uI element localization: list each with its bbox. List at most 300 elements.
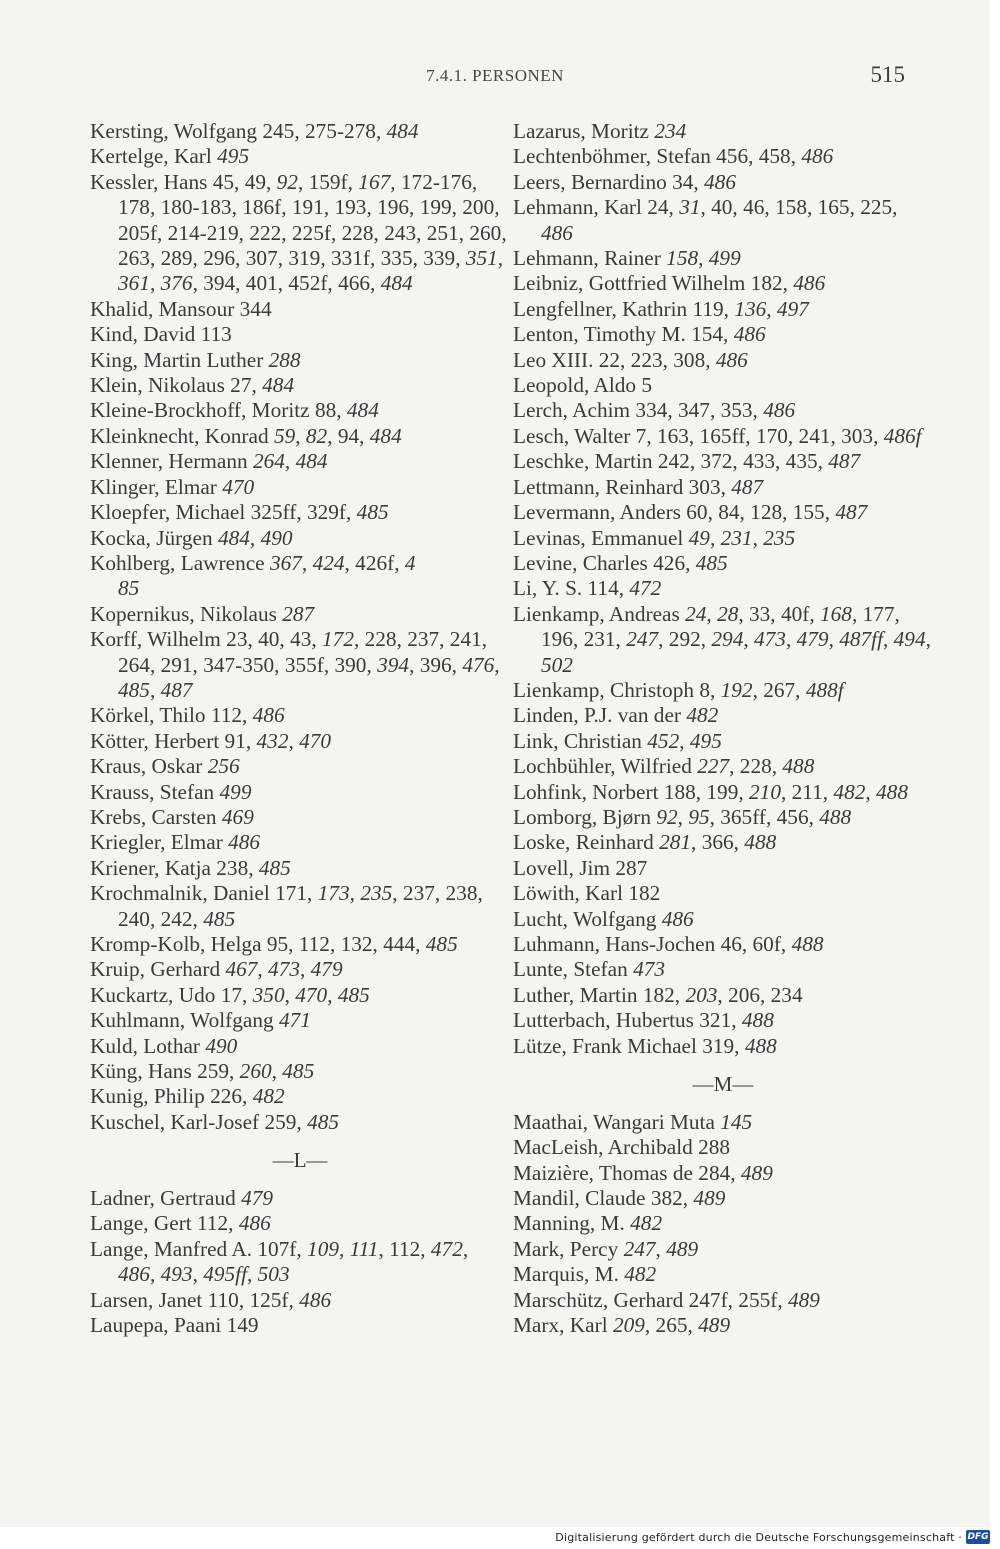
entry-text: , <box>743 627 754 652</box>
italic-page-ref: 209 <box>612 1313 645 1338</box>
entry-text: Kunig, Philip 226, <box>90 1084 253 1109</box>
entry-text: Linden, P.J. van der <box>513 703 687 728</box>
entry-text: , <box>284 449 296 474</box>
index-entry <box>90 449 510 474</box>
entry-text: , 426f, <box>344 550 405 575</box>
entry-text: , <box>752 525 764 550</box>
italic-page-ref: 495 <box>689 728 722 753</box>
entry-text: , <box>698 246 709 271</box>
italic-page-ref: 482 <box>252 1084 285 1109</box>
italic-page-ref: 472 <box>629 576 662 601</box>
index-entry <box>90 297 510 322</box>
italic-page-ref: 495ff <box>203 1262 247 1287</box>
italic-page-ref: 158 <box>666 246 699 271</box>
italic-page-ref: 487 <box>731 474 764 499</box>
index-entry <box>90 754 510 779</box>
entry-text: , <box>149 271 161 296</box>
index-entry <box>90 729 510 754</box>
index-entry <box>513 602 933 678</box>
entry-text: Mandil, Claude 382, <box>513 1186 694 1211</box>
italic-page-ref: 479 <box>241 1186 274 1211</box>
italic-page-ref: 452 <box>647 728 680 753</box>
italic-page-ref: 473 <box>633 957 666 982</box>
italic-page-ref: 28 <box>717 601 739 626</box>
index-entry <box>513 881 933 906</box>
entry-text: Li, Y. S. 114, <box>513 576 630 601</box>
index-entry <box>90 475 510 500</box>
digitization-footer <box>0 1527 1000 1549</box>
entry-text: Kloepfer, Michael 325ff, 329f, <box>90 500 357 525</box>
index-entry <box>90 1110 510 1135</box>
entry-text: Leschke, Martin 242, 372, 433, 435, <box>513 449 829 474</box>
entry-text: Lerch, Achim 334, 347, 353, <box>513 398 764 423</box>
italic-page-ref: 472 <box>430 1236 463 1261</box>
entry-text: , <box>677 804 689 829</box>
entry-text: Korff, Wilhelm 23, 40, 43, <box>90 627 323 652</box>
index-entry <box>513 500 933 525</box>
entry-text: Marx, Karl <box>513 1313 613 1338</box>
entry-text: Marschütz, Gerhard 247f, 255f, <box>513 1287 788 1312</box>
index-entry <box>513 983 933 1008</box>
entry-text: , <box>301 550 313 575</box>
italic-page-ref: 85 <box>118 576 140 601</box>
italic-page-ref: 486 <box>661 906 694 931</box>
italic-page-ref: 484 <box>386 119 419 143</box>
entry-text: Krochmalnik, Daniel 171, <box>90 881 318 906</box>
entry-text: , 265, <box>644 1313 699 1338</box>
entry-text: , <box>785 627 797 652</box>
italic-page-ref: 493 <box>160 1262 193 1287</box>
entry-text: , <box>247 1262 258 1287</box>
italic-page-ref: 488f <box>805 677 844 702</box>
index-entry <box>513 729 933 754</box>
entry-text: , <box>192 1262 204 1287</box>
index-entry <box>513 576 933 601</box>
entry-text: , 94, <box>327 423 370 448</box>
entry-text: Klenner, Hermann <box>90 449 253 474</box>
entry-text: Leopold, Aldo 5 <box>513 373 653 398</box>
index-entry <box>90 1288 510 1313</box>
italic-page-ref: 485 <box>695 550 728 575</box>
italic-page-ref: 485 <box>203 906 236 931</box>
running-title: 7.4.1. PERSONEN <box>426 66 564 85</box>
index-entry <box>90 373 510 398</box>
entry-text: Kopernikus, Nikolaus <box>90 601 283 626</box>
entry-text: Lettmann, Reinhard 303, <box>513 474 732 499</box>
index-entry <box>90 856 510 881</box>
italic-page-ref: 486 <box>704 169 736 194</box>
italic-page-ref: 256 <box>207 754 240 779</box>
entry-text: , 159f, <box>297 169 359 194</box>
index-entry <box>513 1161 933 1186</box>
entry-text: Kuhlmann, Wolfgang <box>90 1008 279 1033</box>
index-entry <box>90 424 510 449</box>
index-entry <box>90 1313 510 1338</box>
entry-text: , <box>709 525 721 550</box>
entry-text: Manning, M. <box>513 1211 631 1236</box>
entry-text: , <box>706 601 718 626</box>
index-entry <box>513 424 933 449</box>
entry-text: , 112, <box>378 1236 431 1261</box>
italic-page-ref: 486 <box>118 1262 150 1287</box>
italic-page-ref: 490 <box>260 525 293 550</box>
italic-page-ref: 482 <box>833 779 866 804</box>
italic-page-ref: 485 <box>337 982 370 1007</box>
italic-page-ref: 432 <box>256 728 289 753</box>
italic-page-ref: 489 <box>788 1287 820 1312</box>
entry-text: Link, Christian <box>513 728 648 753</box>
entry-text: , 366, <box>691 830 745 855</box>
entry-text: Kessler, Hans 45, 49, <box>90 169 277 194</box>
entry-text: Kleinknecht, Konrad <box>90 423 274 448</box>
entry-text: Krauss, Stefan <box>90 779 220 804</box>
entry-text: , <box>925 627 931 652</box>
italic-page-ref: 367 <box>269 550 302 575</box>
entry-text: , 394, 401, 452f, 466, <box>192 271 381 296</box>
index-entry <box>513 805 933 830</box>
entry-text: Kraus, Oskar <box>90 754 208 779</box>
index-entry <box>90 526 510 551</box>
italic-page-ref: 167 <box>358 169 391 194</box>
entry-text: , <box>766 296 777 321</box>
italic-page-ref: 489 <box>693 1186 726 1211</box>
italic-page-ref: 486 <box>715 347 748 372</box>
entry-text: Küng, Hans 259, <box>90 1059 240 1084</box>
footer-text: Digitalisierung gefördert durch die Deutsche Forschungsgemeinschaft · <box>555 1531 962 1544</box>
italic-page-ref: 489 <box>740 1160 773 1185</box>
entry-text: Körkel, Thilo 112, <box>90 703 253 728</box>
index-entry <box>513 830 933 855</box>
index-entry <box>90 398 510 423</box>
entry-text: Khalid, Mansour 344 <box>90 296 272 321</box>
entry-text: , 177, 196, 231, <box>541 601 900 652</box>
italic-page-ref: 350 <box>252 982 285 1007</box>
entry-text: , <box>494 652 500 677</box>
index-section-header: —M— <box>692 1072 754 1097</box>
italic-page-ref: 486 <box>733 322 766 347</box>
entry-text: Lohfink, Norbert 188, 199, <box>513 779 750 804</box>
index-entry <box>90 1186 510 1211</box>
italic-page-ref: 490 <box>205 1033 238 1058</box>
italic-page-ref: 485 <box>118 677 150 702</box>
italic-page-ref: 111 <box>349 1236 379 1261</box>
page-number: 515 <box>870 62 905 87</box>
running-header <box>0 62 990 92</box>
entry-text: Kriegler, Elmar <box>90 830 229 855</box>
entry-text: Kruip, Gerhard <box>90 957 226 982</box>
italic-page-ref: 486f <box>883 423 922 448</box>
italic-page-ref: 471 <box>278 1008 311 1033</box>
entry-text: , <box>497 246 504 271</box>
italic-page-ref: 476 <box>462 652 495 677</box>
entry-text: Leo XIII. 22, 223, 308, <box>513 347 716 372</box>
entry-text: Loske, Reinhard <box>513 830 660 855</box>
entry-text: Kocka, Jürgen <box>90 525 218 550</box>
italic-page-ref: 136 <box>734 296 767 321</box>
italic-page-ref: 281 <box>659 830 692 855</box>
entry-text: Lochbühler, Wilfried <box>513 754 698 779</box>
entry-text: Maathai, Wangari Muta <box>513 1109 721 1134</box>
index-entry <box>513 144 933 169</box>
italic-page-ref: 485 <box>258 855 291 880</box>
index-entry <box>513 1211 933 1236</box>
entry-text: , 33, 40f, <box>738 601 820 626</box>
entry-text: King, Martin Luther <box>90 347 269 372</box>
italic-page-ref: 486 <box>541 220 573 245</box>
italic-page-ref: 92 <box>656 804 678 829</box>
italic-page-ref: 489 <box>666 1236 699 1261</box>
entry-text: , 228, 237, 241, 264, 291, 347-350, 355f, 390, <box>118 627 488 677</box>
entry-text: Klinger, Elmar <box>90 474 223 499</box>
index-entry <box>90 144 510 169</box>
entry-text: Larsen, Janet 110, 125f, <box>90 1287 300 1312</box>
entry-text: Krebs, Carsten <box>90 804 222 829</box>
entry-text: , 172-176, 178, 180-183, 186f, 191, 193, 196, 199, 200, 205f, 214-219, 222, 225f, 228, 243, 251, 260, 263, 289, 296, 307, 319, 331f, 335, 339, <box>118 169 507 271</box>
entry-text: Lehmann, Rainer <box>513 246 667 271</box>
italic-page-ref: 203 <box>685 982 718 1007</box>
index-entry <box>513 398 933 423</box>
index-entry <box>513 475 933 500</box>
italic-page-ref: 473 <box>268 957 300 982</box>
entry-text: , <box>828 627 840 652</box>
index-entry <box>513 678 933 703</box>
italic-page-ref: 484 <box>380 271 413 296</box>
italic-page-ref: 4 <box>404 550 416 575</box>
entry-text: Laupepa, Paani 149 <box>90 1313 259 1338</box>
entry-text: Kötter, Herbert 91, <box>90 728 257 753</box>
italic-page-ref: 351 <box>465 246 498 271</box>
index-entry <box>90 500 510 525</box>
italic-page-ref: 485 <box>425 932 458 956</box>
italic-page-ref: 488 <box>876 779 908 804</box>
entry-text: , <box>349 881 361 906</box>
index-entry <box>513 754 933 779</box>
entry-text: , 211, <box>780 779 834 804</box>
entry-text: Leibniz, Gottfried Wilhelm 182, <box>513 271 794 296</box>
index-entry <box>513 119 933 144</box>
italic-page-ref: 488 <box>741 1008 774 1033</box>
index-entry <box>90 348 510 373</box>
entry-text: Lesch, Walter 7, 163, 165ff, 170, 241, 303, <box>513 423 884 448</box>
entry-text: Lienkamp, Christoph 8, <box>513 677 721 702</box>
entry-text: , <box>655 1236 667 1261</box>
index-entry <box>90 627 510 703</box>
entry-text: Luhmann, Hans-Jochen 46, 60f, <box>513 932 792 956</box>
entry-text: Kriener, Katja 238, <box>90 855 259 880</box>
entry-text: , <box>295 423 306 448</box>
entry-text: Lovell, Jim 287 <box>513 855 648 880</box>
index-entry <box>513 1237 933 1262</box>
italic-page-ref: 59 <box>273 423 296 448</box>
italic-page-ref: 499 <box>708 246 741 271</box>
entry-text: , 292, <box>658 627 712 652</box>
italic-page-ref: 488 <box>744 830 777 855</box>
entry-text: Lütze, Frank Michael 319, <box>513 1033 745 1058</box>
italic-page-ref: 247 <box>626 627 659 652</box>
entry-text: Löwith, Karl 182 <box>513 881 661 906</box>
italic-page-ref: 145 <box>720 1109 753 1134</box>
entry-text: , <box>865 779 877 804</box>
index-entry <box>90 170 510 297</box>
index-entry <box>90 119 510 144</box>
index-entry <box>90 881 510 932</box>
italic-page-ref: 484 <box>262 373 295 398</box>
index-entry <box>513 1186 933 1211</box>
italic-page-ref: 24 <box>685 601 707 626</box>
index-entry <box>90 957 510 982</box>
index-entry <box>513 1288 933 1313</box>
entry-text: , 396, <box>409 652 463 677</box>
entry-text: , <box>249 525 261 550</box>
entry-text: Leers, Bernardino 34, <box>513 169 705 194</box>
entry-text: , <box>257 957 269 982</box>
italic-page-ref: 469 <box>221 804 254 829</box>
entry-text: Lenton, Timothy M. 154, <box>513 322 734 347</box>
entry-text: , <box>327 982 338 1007</box>
italic-page-ref: 488 <box>791 932 824 956</box>
entry-text: Lienkamp, Andreas <box>513 601 686 626</box>
entry-text: , <box>149 1262 161 1287</box>
italic-page-ref: 485 <box>282 1059 315 1084</box>
italic-page-ref: 485 <box>307 1109 340 1134</box>
entry-text: Lutterbach, Hubertus 321, <box>513 1008 742 1033</box>
entry-text: Kohlberg, Lawrence <box>90 550 270 575</box>
index-entry <box>513 373 933 398</box>
italic-page-ref: 294 <box>711 627 744 652</box>
entry-text: , <box>339 1236 350 1261</box>
dfg-logo: DFG <box>967 1532 989 1542</box>
index-entry <box>513 1313 933 1338</box>
index-entry <box>513 322 933 347</box>
index-entry <box>513 856 933 881</box>
entry-text: Lomborg, Bjørn <box>513 804 657 829</box>
italic-page-ref: 394 <box>377 652 410 677</box>
italic-page-ref: 173 <box>317 881 350 906</box>
entry-text: , <box>300 957 311 982</box>
index-entry <box>513 551 933 576</box>
italic-page-ref: 487 <box>835 500 868 525</box>
italic-page-ref: 488 <box>744 1033 777 1058</box>
index-entry <box>90 1084 510 1109</box>
entry-text: , <box>284 982 296 1007</box>
italic-page-ref: 486 <box>763 398 796 423</box>
italic-page-ref: 376 <box>160 271 193 296</box>
entry-text: Levinas, Emmanuel <box>513 525 689 550</box>
entry-text: Lange, Manfred A. 107f, <box>90 1236 308 1261</box>
italic-page-ref: 479 <box>796 627 829 652</box>
entry-text: Klein, Nikolaus 27, <box>90 373 263 398</box>
entry-text: Kromp-Kolb, Helga 95, 112, 132, 444, <box>90 932 426 956</box>
italic-page-ref: 486 <box>793 271 826 296</box>
index-entry <box>513 348 933 373</box>
index-entry <box>90 830 510 855</box>
entry-text: Lunte, Stefan <box>513 957 634 982</box>
italic-page-ref: 486 <box>252 703 285 728</box>
index-entry <box>513 170 933 195</box>
italic-page-ref: 227 <box>697 754 730 779</box>
italic-page-ref: 499 <box>219 779 252 804</box>
index-column-left <box>90 119 510 1338</box>
index-entry <box>90 703 510 728</box>
entry-text: Lucht, Wolfgang <box>513 906 662 931</box>
entry-text: , 40, 46, 158, 165, 225, <box>700 195 898 220</box>
italic-page-ref: 486 <box>299 1287 332 1312</box>
index-entry <box>513 526 933 551</box>
italic-page-ref: 95 <box>688 804 710 829</box>
index-entry <box>513 780 933 805</box>
index-entry <box>90 1237 510 1288</box>
index-entry <box>90 602 510 627</box>
italic-page-ref: 82 <box>305 423 328 448</box>
italic-page-ref: 424 <box>312 550 345 575</box>
index-entry <box>513 703 933 728</box>
index-entry <box>90 1034 510 1059</box>
italic-page-ref: 210 <box>749 779 781 804</box>
entry-text: Kind, David 113 <box>90 322 232 347</box>
index-entry <box>513 449 933 474</box>
entry-text: , 365ff, 456, <box>709 804 820 829</box>
italic-page-ref: 482 <box>630 1211 663 1236</box>
italic-page-ref: 482 <box>624 1262 657 1287</box>
index-section-header: —L— <box>272 1148 328 1173</box>
entry-text: Maizière, Thomas de 284, <box>513 1160 741 1185</box>
index-entry <box>513 1008 933 1033</box>
index-entry <box>90 1059 510 1084</box>
italic-page-ref: 49 <box>688 525 710 550</box>
italic-page-ref: 479 <box>310 957 343 982</box>
entry-text: Kuld, Lothar <box>90 1033 206 1058</box>
entry-text: MacLeish, Archibald 288 <box>513 1135 731 1160</box>
entry-text: , 206, 234 <box>717 982 803 1007</box>
italic-page-ref: 494 <box>893 627 926 652</box>
index-entry <box>513 1110 933 1135</box>
italic-page-ref: 288 <box>268 347 301 372</box>
italic-page-ref: 487ff <box>839 627 883 652</box>
entry-text: Kleine-Brockhoff, Moritz 88, <box>90 398 347 423</box>
italic-page-ref: 484 <box>217 525 250 550</box>
entry-text: Marquis, M. <box>513 1262 625 1287</box>
entry-text: Kuckartz, Udo 17, <box>90 982 253 1007</box>
index-entry <box>90 322 510 347</box>
entry-text: Kuschel, Karl-Josef 259, <box>90 1109 308 1134</box>
italic-page-ref: 247 <box>623 1236 656 1261</box>
italic-page-ref: 497 <box>776 296 809 321</box>
italic-page-ref: 484 <box>295 449 328 474</box>
italic-page-ref: 503 <box>257 1262 290 1287</box>
italic-page-ref: 486 <box>238 1211 271 1236</box>
entry-text: Luther, Martin 182, <box>513 982 686 1007</box>
italic-page-ref: 488 <box>819 804 852 829</box>
index-entry <box>513 1135 933 1160</box>
italic-page-ref: 482 <box>686 703 719 728</box>
entry-text: , <box>462 1236 469 1261</box>
entry-text: , 267, <box>752 677 806 702</box>
index-entry <box>513 907 933 932</box>
index-entry <box>513 297 933 322</box>
index-entry <box>90 1008 510 1033</box>
index-entry <box>90 780 510 805</box>
italic-page-ref: 231 <box>720 525 753 550</box>
italic-page-ref: 361 <box>118 271 150 296</box>
entry-text: , <box>149 677 161 702</box>
italic-page-ref: 484 <box>346 398 379 423</box>
italic-page-ref: 486 <box>801 144 834 169</box>
entry-text: , <box>679 728 690 753</box>
entry-text: , <box>271 1059 283 1084</box>
entry-text: Ladner, Gertraud <box>90 1186 242 1211</box>
italic-page-ref: 495 <box>217 144 250 169</box>
index-entry <box>90 805 510 830</box>
